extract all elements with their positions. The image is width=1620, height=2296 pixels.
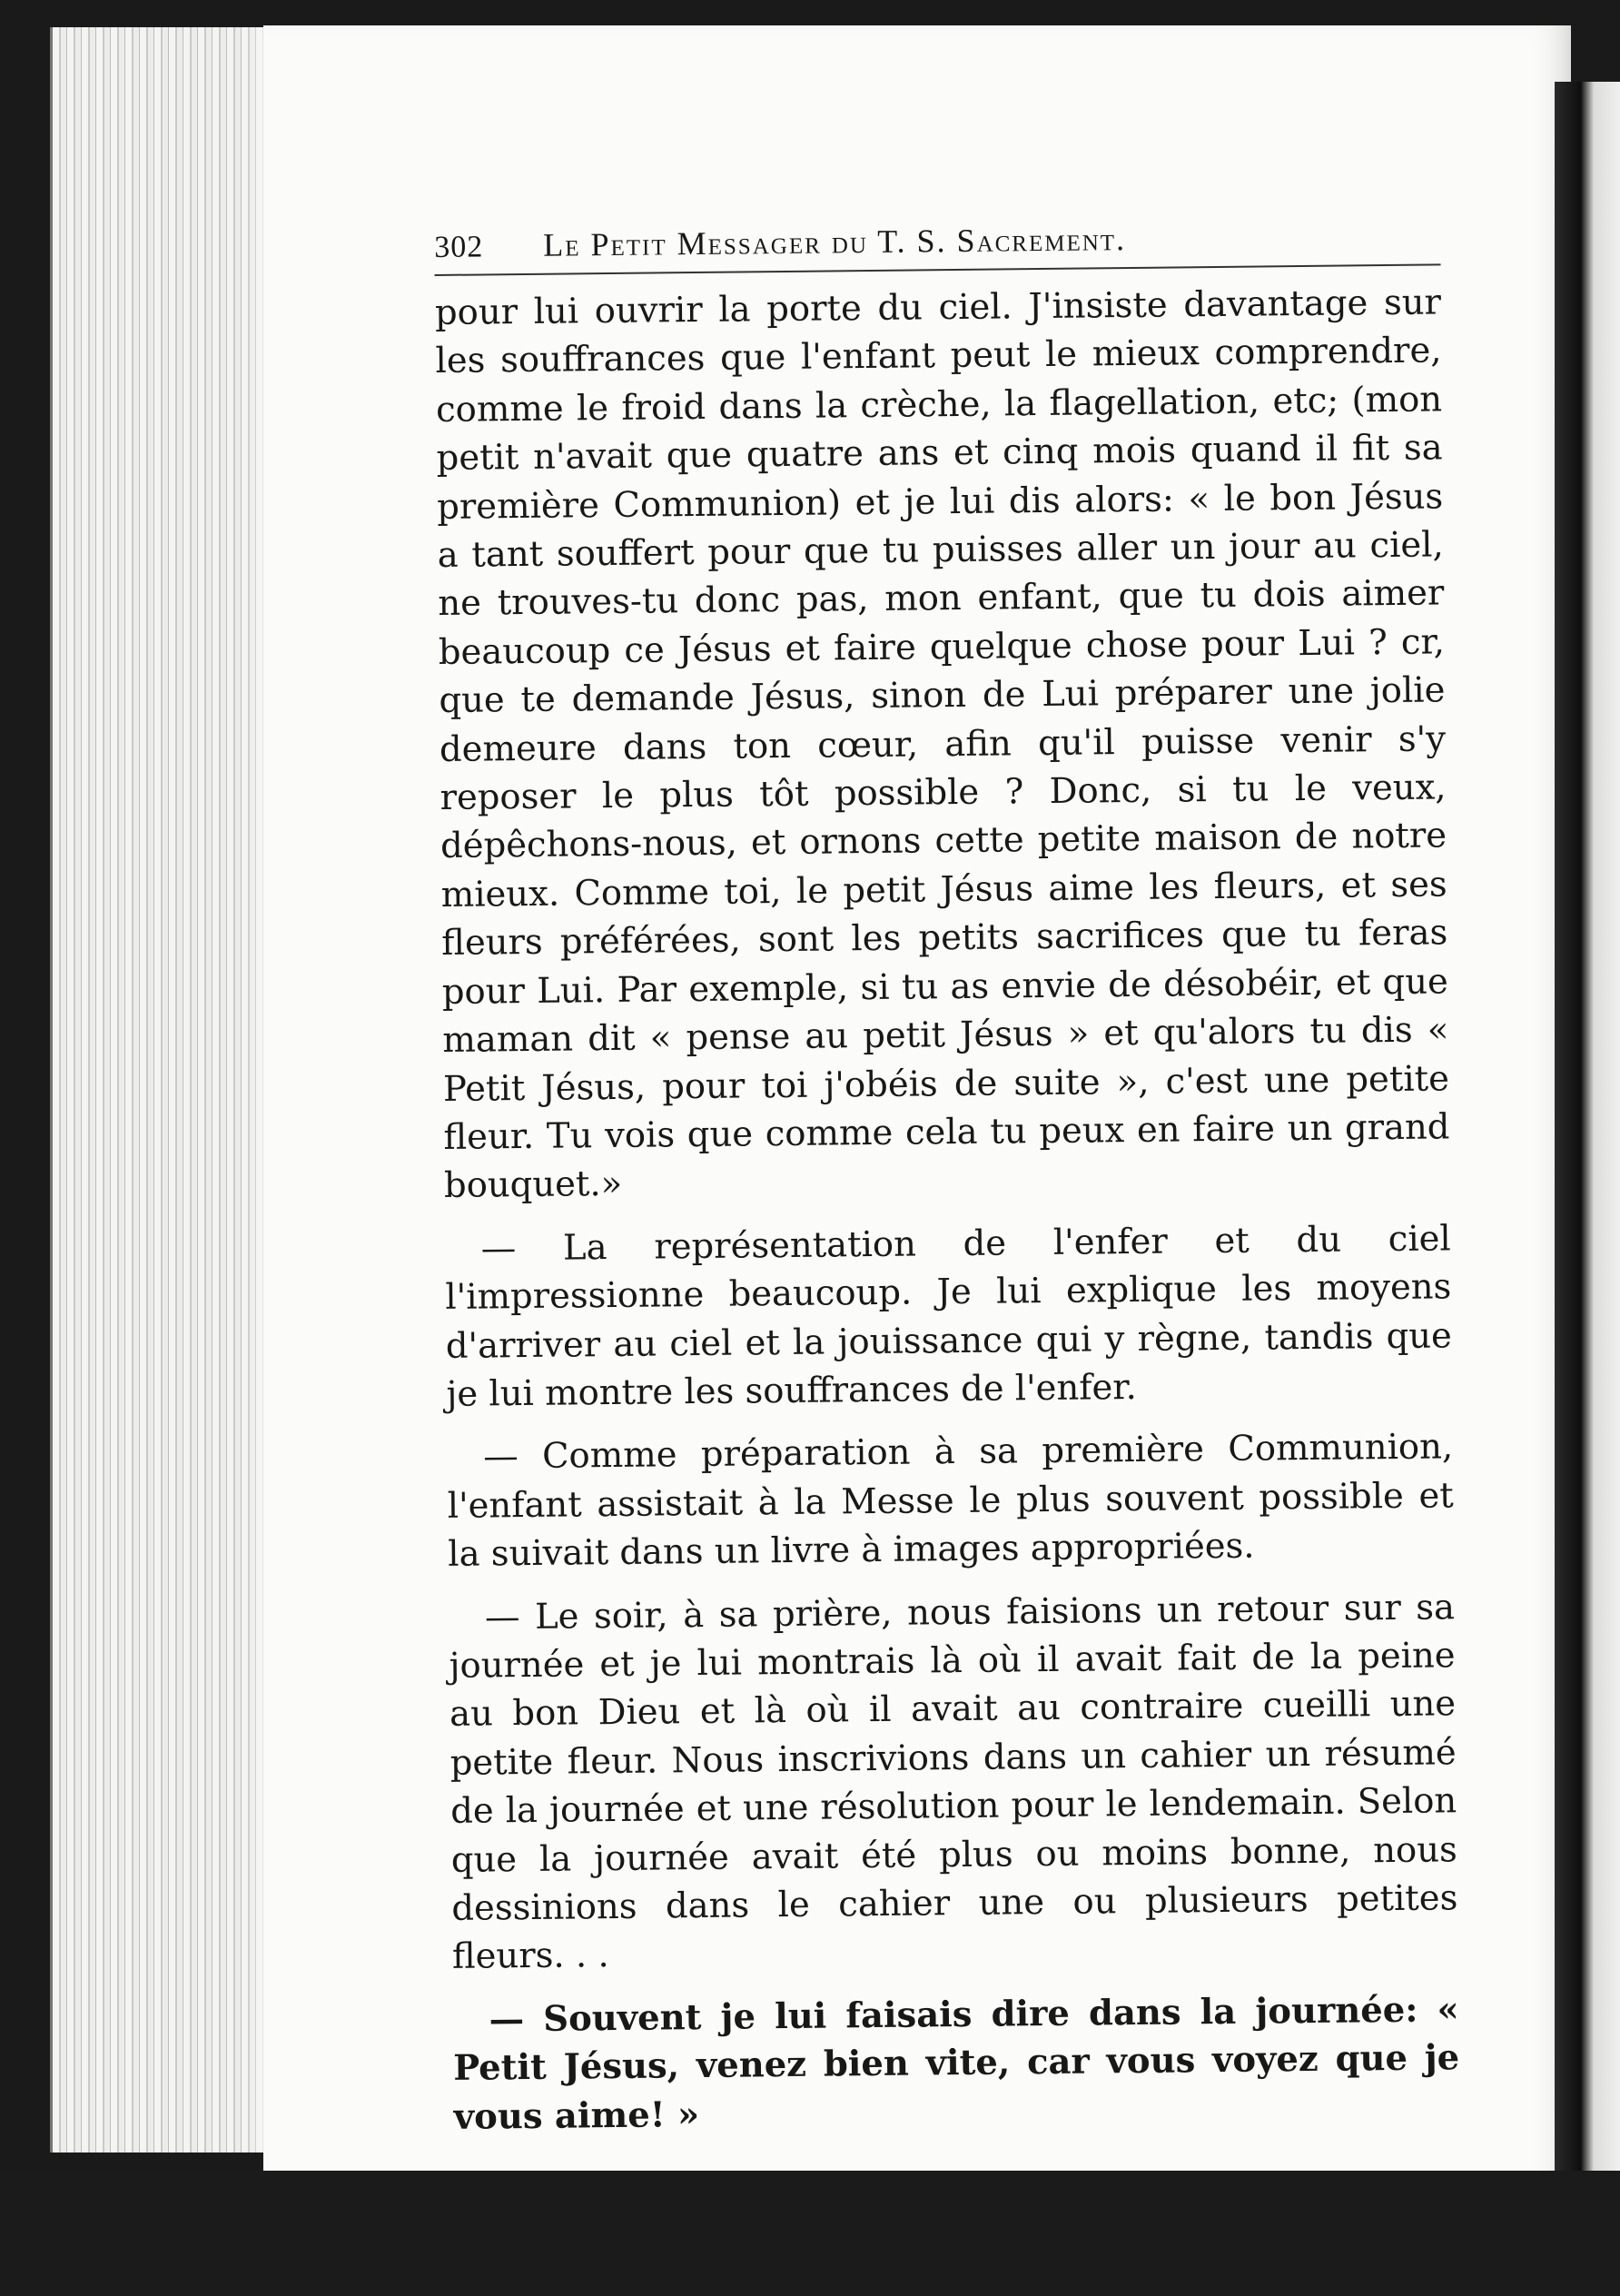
book-gutter [1555, 82, 1620, 2171]
paragraph: — Souvent je lui faisais dire dans la journée: « Petit Jésus, venez bien vite, car vous voyez que je vous aime! » [452, 1989, 1460, 2138]
paragraph: — La représentation de l'enfer et du ciel l'impressionne beaucoup. Je lui explique les moyens d'arriver au ciel et la jouissance qui y règne, tandis que je lui montre les souffrances de l'enfer. [445, 1218, 1453, 1415]
page-number: 302 [434, 230, 484, 264]
background-surface [0, 2171, 1620, 2296]
stacked-page-edges [50, 27, 280, 2152]
running-head [434, 216, 1441, 276]
body-text [435, 278, 1460, 2142]
paragraph: — Le soir, à sa prière, nous faisions un retour sur sa journée et je lui montrais là où il avait fait de la peine au bon Dieu et là où il avait au contraire cueilli une petite fleur. Nous inscrivions dans un cahier un résumé de la journée et une résolution pour le lendemain. Selon que la journée avait été plus ou moins bonne, nous dessinions dans le cahier une ou plusieurs petites fleurs. . . [449, 1586, 1458, 1978]
page-content [434, 216, 1460, 2142]
paragraph: pour lui ouvrir la porte du ciel. J'insiste davantage sur les souffrances que l'enfant peut le mieux comprendre, comme le froid dans la crèche, la flagellation, etc; (mon petit n'avait que quatre ans et cinq mois quand il fit sa première Communion) et je lui dis alors: « le bon Jésus a tant souffert pour que tu puisses aller un jour au ciel, ne trouves-tu donc pas, mon enfant, que tu dois aimer beaucoup ce Jésus et faire quelque chose pour Lui ? cr, que te demande Jésus, sinon de Lui préparer une jolie demeure dans ton cœur, afin qu'il puisse venir s'y reposer le plus tôt possible ? Donc, si tu le veux, dépêchons-nous, et ornons cette petite maison de notre mieux. Comme toi, le petit Jésus aime les fleurs, et ses fleurs préférées, sont les petits sacrifices que tu feras pour Lui. Par exemple, si tu as envie de désobéir, et que maman dit « pense au petit Jésus » et qu'alors tu dis « Petit Jésus, pour toi j'obéis de suite », c'est une petite fleur. Tu vois que comme cela tu peux en faire un grand bouquet.» [434, 282, 1450, 1207]
running-title: Le Petit Messager du T. S. Sacrement. [543, 221, 1127, 263]
paragraph: — Comme préparation à sa première Communion, l'enfant assistait à la Messe le plus souvent possible et la suivait dans un livre à images appropriées. [447, 1426, 1454, 1576]
